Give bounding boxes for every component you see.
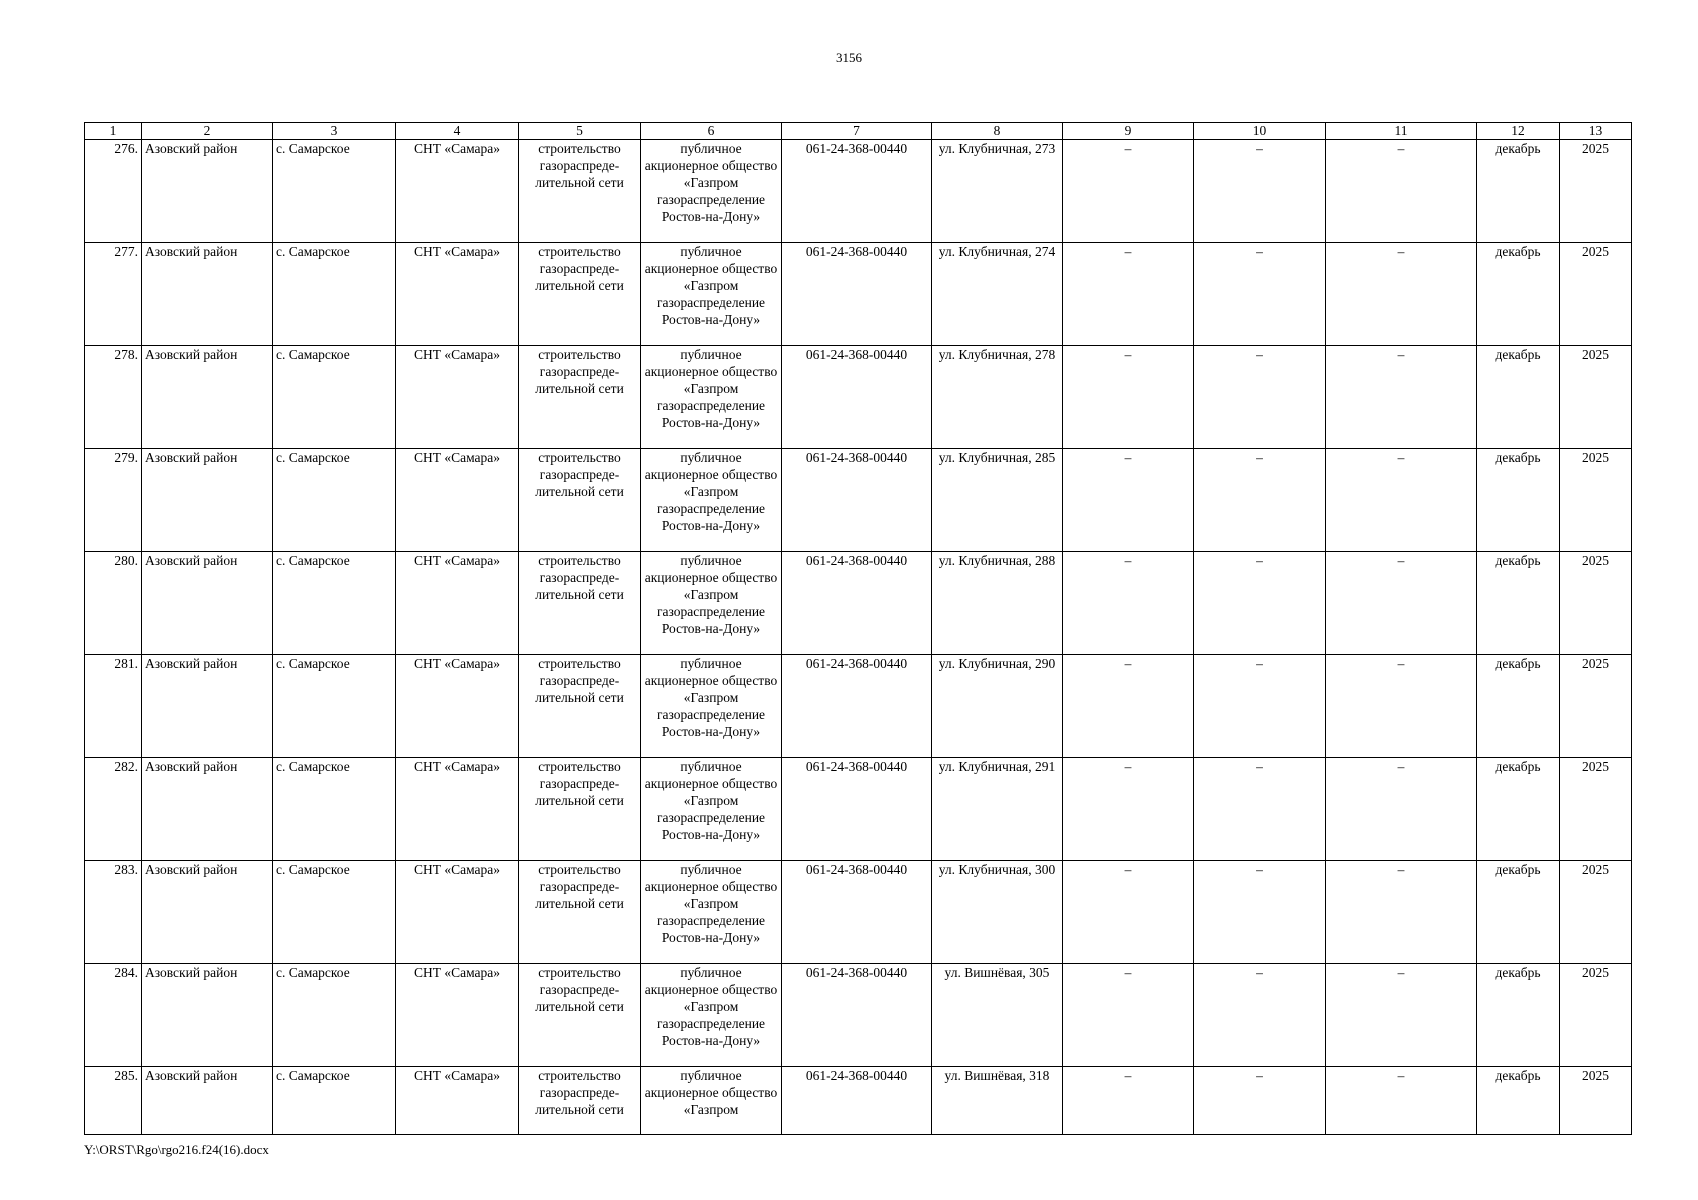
table-cell: 061-24-368-00440 — [782, 449, 932, 552]
table-cell: Азовский район — [142, 655, 273, 758]
table-cell: СНТ «Самара» — [396, 449, 519, 552]
table-cell: Азовский район — [142, 861, 273, 964]
table-row — [85, 758, 1632, 861]
table-cell: 061-24-368-00440 — [782, 1067, 932, 1135]
table-cell: 277. — [85, 243, 142, 346]
table-row — [85, 552, 1632, 655]
table-cell: с. Самарское — [273, 758, 396, 861]
table-cell: 285. — [85, 1067, 142, 1135]
table-cell: – — [1194, 861, 1326, 964]
table-cell: 2025 — [1560, 346, 1632, 449]
table-cell: ул. Вишнёвая, 305 — [932, 964, 1063, 1067]
table-cell: Азовский район — [142, 243, 273, 346]
table-cell: с. Самарское — [273, 861, 396, 964]
table-cell: – — [1326, 346, 1477, 449]
table-cell: СНТ «Самара» — [396, 964, 519, 1067]
table-cell: – — [1063, 346, 1194, 449]
table-cell: ул. Клубничная, 273 — [932, 140, 1063, 243]
table-cell: ул. Клубничная, 285 — [932, 449, 1063, 552]
table-cell: строительство газораспреде-лительной сети — [519, 140, 641, 243]
column-header: 12 — [1477, 123, 1560, 140]
column-header: 1 — [85, 123, 142, 140]
table-cell: СНТ «Самара» — [396, 655, 519, 758]
table-cell: с. Самарское — [273, 449, 396, 552]
table-cell: – — [1326, 449, 1477, 552]
table-cell: – — [1063, 655, 1194, 758]
table-cell: публичное акционерное общество «Газпром газораспределение Ростов-на-Дону» — [641, 655, 782, 758]
table-cell: публичное акционерное общество «Газпром газораспределение Ростов-на-Дону» — [641, 552, 782, 655]
table-cell: – — [1063, 140, 1194, 243]
column-header: 6 — [641, 123, 782, 140]
column-header: 7 — [782, 123, 932, 140]
table-cell: декабрь — [1477, 449, 1560, 552]
table-cell: – — [1194, 1067, 1326, 1135]
table-cell: – — [1194, 346, 1326, 449]
table-cell: декабрь — [1477, 861, 1560, 964]
table-cell: СНТ «Самара» — [396, 243, 519, 346]
table-cell: 2025 — [1560, 140, 1632, 243]
header-row — [85, 123, 1632, 140]
column-header: 13 — [1560, 123, 1632, 140]
page-number: 3156 — [836, 50, 862, 65]
table-cell: с. Самарское — [273, 140, 396, 243]
table-cell: декабрь — [1477, 346, 1560, 449]
table-cell: ул. Клубничная, 288 — [932, 552, 1063, 655]
table-cell: строительство газораспреде-лительной сети — [519, 243, 641, 346]
table-cell: – — [1063, 243, 1194, 346]
table-cell: – — [1326, 140, 1477, 243]
table-cell: 279. — [85, 449, 142, 552]
table-cell: строительство газораспреде-лительной сети — [519, 861, 641, 964]
table-row — [85, 964, 1632, 1067]
table-row — [85, 861, 1632, 964]
table-cell: СНТ «Самара» — [396, 1067, 519, 1135]
table-cell: 2025 — [1560, 964, 1632, 1067]
table-cell: 061-24-368-00440 — [782, 140, 932, 243]
table-cell: – — [1326, 861, 1477, 964]
table-cell: 061-24-368-00440 — [782, 655, 932, 758]
table-row — [85, 1067, 1632, 1135]
table-cell: 061-24-368-00440 — [782, 346, 932, 449]
table-cell: с. Самарское — [273, 346, 396, 449]
table-cell: строительство газораспреде-лительной сети — [519, 346, 641, 449]
column-header: 10 — [1194, 123, 1326, 140]
table-cell: СНТ «Самара» — [396, 140, 519, 243]
table-cell: декабрь — [1477, 964, 1560, 1067]
table-cell: – — [1063, 964, 1194, 1067]
table-cell: 061-24-368-00440 — [782, 243, 932, 346]
table-cell: – — [1326, 552, 1477, 655]
table-cell: 278. — [85, 346, 142, 449]
table-cell: – — [1194, 964, 1326, 1067]
table-cell: – — [1063, 449, 1194, 552]
table-cell: 061-24-368-00440 — [782, 964, 932, 1067]
table-cell: декабрь — [1477, 758, 1560, 861]
table-cell: – — [1063, 861, 1194, 964]
table-cell: – — [1063, 758, 1194, 861]
table-cell: Азовский район — [142, 140, 273, 243]
table-cell: – — [1194, 449, 1326, 552]
table-cell: с. Самарское — [273, 1067, 396, 1135]
table-cell: 2025 — [1560, 861, 1632, 964]
table-cell: 283. — [85, 861, 142, 964]
column-header: 3 — [273, 123, 396, 140]
table-cell: Азовский район — [142, 758, 273, 861]
table-cell: с. Самарское — [273, 964, 396, 1067]
table-cell: – — [1194, 758, 1326, 861]
table-cell: с. Самарское — [273, 552, 396, 655]
table-cell: СНТ «Самара» — [396, 552, 519, 655]
table-cell: строительство газораспреде-лительной сети — [519, 449, 641, 552]
table-cell: Азовский район — [142, 552, 273, 655]
table-cell: – — [1194, 655, 1326, 758]
table-cell: 281. — [85, 655, 142, 758]
table-cell: – — [1063, 1067, 1194, 1135]
table-cell: Азовский район — [142, 1067, 273, 1135]
table-cell: строительство газораспреде-лительной сети — [519, 758, 641, 861]
column-header: 9 — [1063, 123, 1194, 140]
table-cell: публичное акционерное общество «Газпром газораспределение Ростов-на-Дону» — [641, 449, 782, 552]
table-cell: – — [1194, 552, 1326, 655]
table-cell: ул. Клубничная, 278 — [932, 346, 1063, 449]
column-header: 2 — [142, 123, 273, 140]
table-cell: 2025 — [1560, 552, 1632, 655]
table-cell: ул. Клубничная, 291 — [932, 758, 1063, 861]
table-cell: – — [1063, 552, 1194, 655]
table-cell: публичное акционерное общество «Газпром газораспределение Ростов-на-Дону» — [641, 243, 782, 346]
table-cell: 061-24-368-00440 — [782, 552, 932, 655]
table-cell: публичное акционерное общество «Газпром газораспределение Ростов-на-Дону» — [641, 758, 782, 861]
table-row — [85, 449, 1632, 552]
table-row — [85, 140, 1632, 243]
table-cell: – — [1194, 140, 1326, 243]
table-cell: – — [1326, 655, 1477, 758]
table-cell: ул. Клубничная, 290 — [932, 655, 1063, 758]
table-cell: строительство газораспреде-лительной сети — [519, 655, 641, 758]
table-cell: публичное акционерное общество «Газпром газораспределение Ростов-на-Дону» — [641, 861, 782, 964]
table-cell: ул. Клубничная, 274 — [932, 243, 1063, 346]
table-cell: декабрь — [1477, 1067, 1560, 1135]
table-cell: строительство газораспреде-лительной сети — [519, 964, 641, 1067]
table-cell: – — [1326, 243, 1477, 346]
table-cell: Азовский район — [142, 449, 273, 552]
table-cell: публичное акционерное общество «Газпром газораспределение Ростов-на-Дону» — [641, 964, 782, 1067]
table-cell: с. Самарское — [273, 655, 396, 758]
table-cell: 2025 — [1560, 449, 1632, 552]
table-cell: декабрь — [1477, 655, 1560, 758]
table-cell: 280. — [85, 552, 142, 655]
column-header: 4 — [396, 123, 519, 140]
table-cell: публичное акционерное общество «Газпром газораспределение Ростов-на-Дону» — [641, 346, 782, 449]
table-cell: декабрь — [1477, 243, 1560, 346]
table-cell: 2025 — [1560, 1067, 1632, 1135]
table-row — [85, 243, 1632, 346]
table-cell: 276. — [85, 140, 142, 243]
column-header: 5 — [519, 123, 641, 140]
data-table — [84, 122, 1632, 1135]
table-cell: 061-24-368-00440 — [782, 861, 932, 964]
table-row — [85, 346, 1632, 449]
table-cell: СНТ «Самара» — [396, 861, 519, 964]
table-cell: ул. Клубничная, 300 — [932, 861, 1063, 964]
table-cell: СНТ «Самара» — [396, 346, 519, 449]
table-cell: – — [1326, 964, 1477, 1067]
table-cell: строительство газораспреде-лительной сети — [519, 1067, 641, 1135]
table-cell: декабрь — [1477, 140, 1560, 243]
table-cell: публичное акционерное общество «Газпром газораспределение Ростов-на-Дону» — [641, 140, 782, 243]
table-cell: Азовский район — [142, 346, 273, 449]
table-cell: 2025 — [1560, 243, 1632, 346]
table-cell: Азовский район — [142, 964, 273, 1067]
table-cell: строительство газораспреде-лительной сети — [519, 552, 641, 655]
table-cell: публичное акционерное общество «Газпром — [641, 1067, 782, 1135]
table-cell: 061-24-368-00440 — [782, 758, 932, 861]
column-header: 8 — [932, 123, 1063, 140]
table-cell: декабрь — [1477, 552, 1560, 655]
table-cell: 2025 — [1560, 758, 1632, 861]
table-cell: – — [1194, 243, 1326, 346]
table-cell: СНТ «Самара» — [396, 758, 519, 861]
table-cell: 284. — [85, 964, 142, 1067]
footer-file-path: Y:\ORST\Rgo\rgo216.f24(16).docx — [84, 1142, 269, 1157]
table-cell: ул. Вишнёвая, 318 — [932, 1067, 1063, 1135]
table-cell: 282. — [85, 758, 142, 861]
table-row — [85, 655, 1632, 758]
table-cell: – — [1326, 758, 1477, 861]
table-cell: с. Самарское — [273, 243, 396, 346]
table-cell: – — [1326, 1067, 1477, 1135]
table-body — [85, 140, 1632, 1135]
table-cell: 2025 — [1560, 655, 1632, 758]
column-header: 11 — [1326, 123, 1477, 140]
